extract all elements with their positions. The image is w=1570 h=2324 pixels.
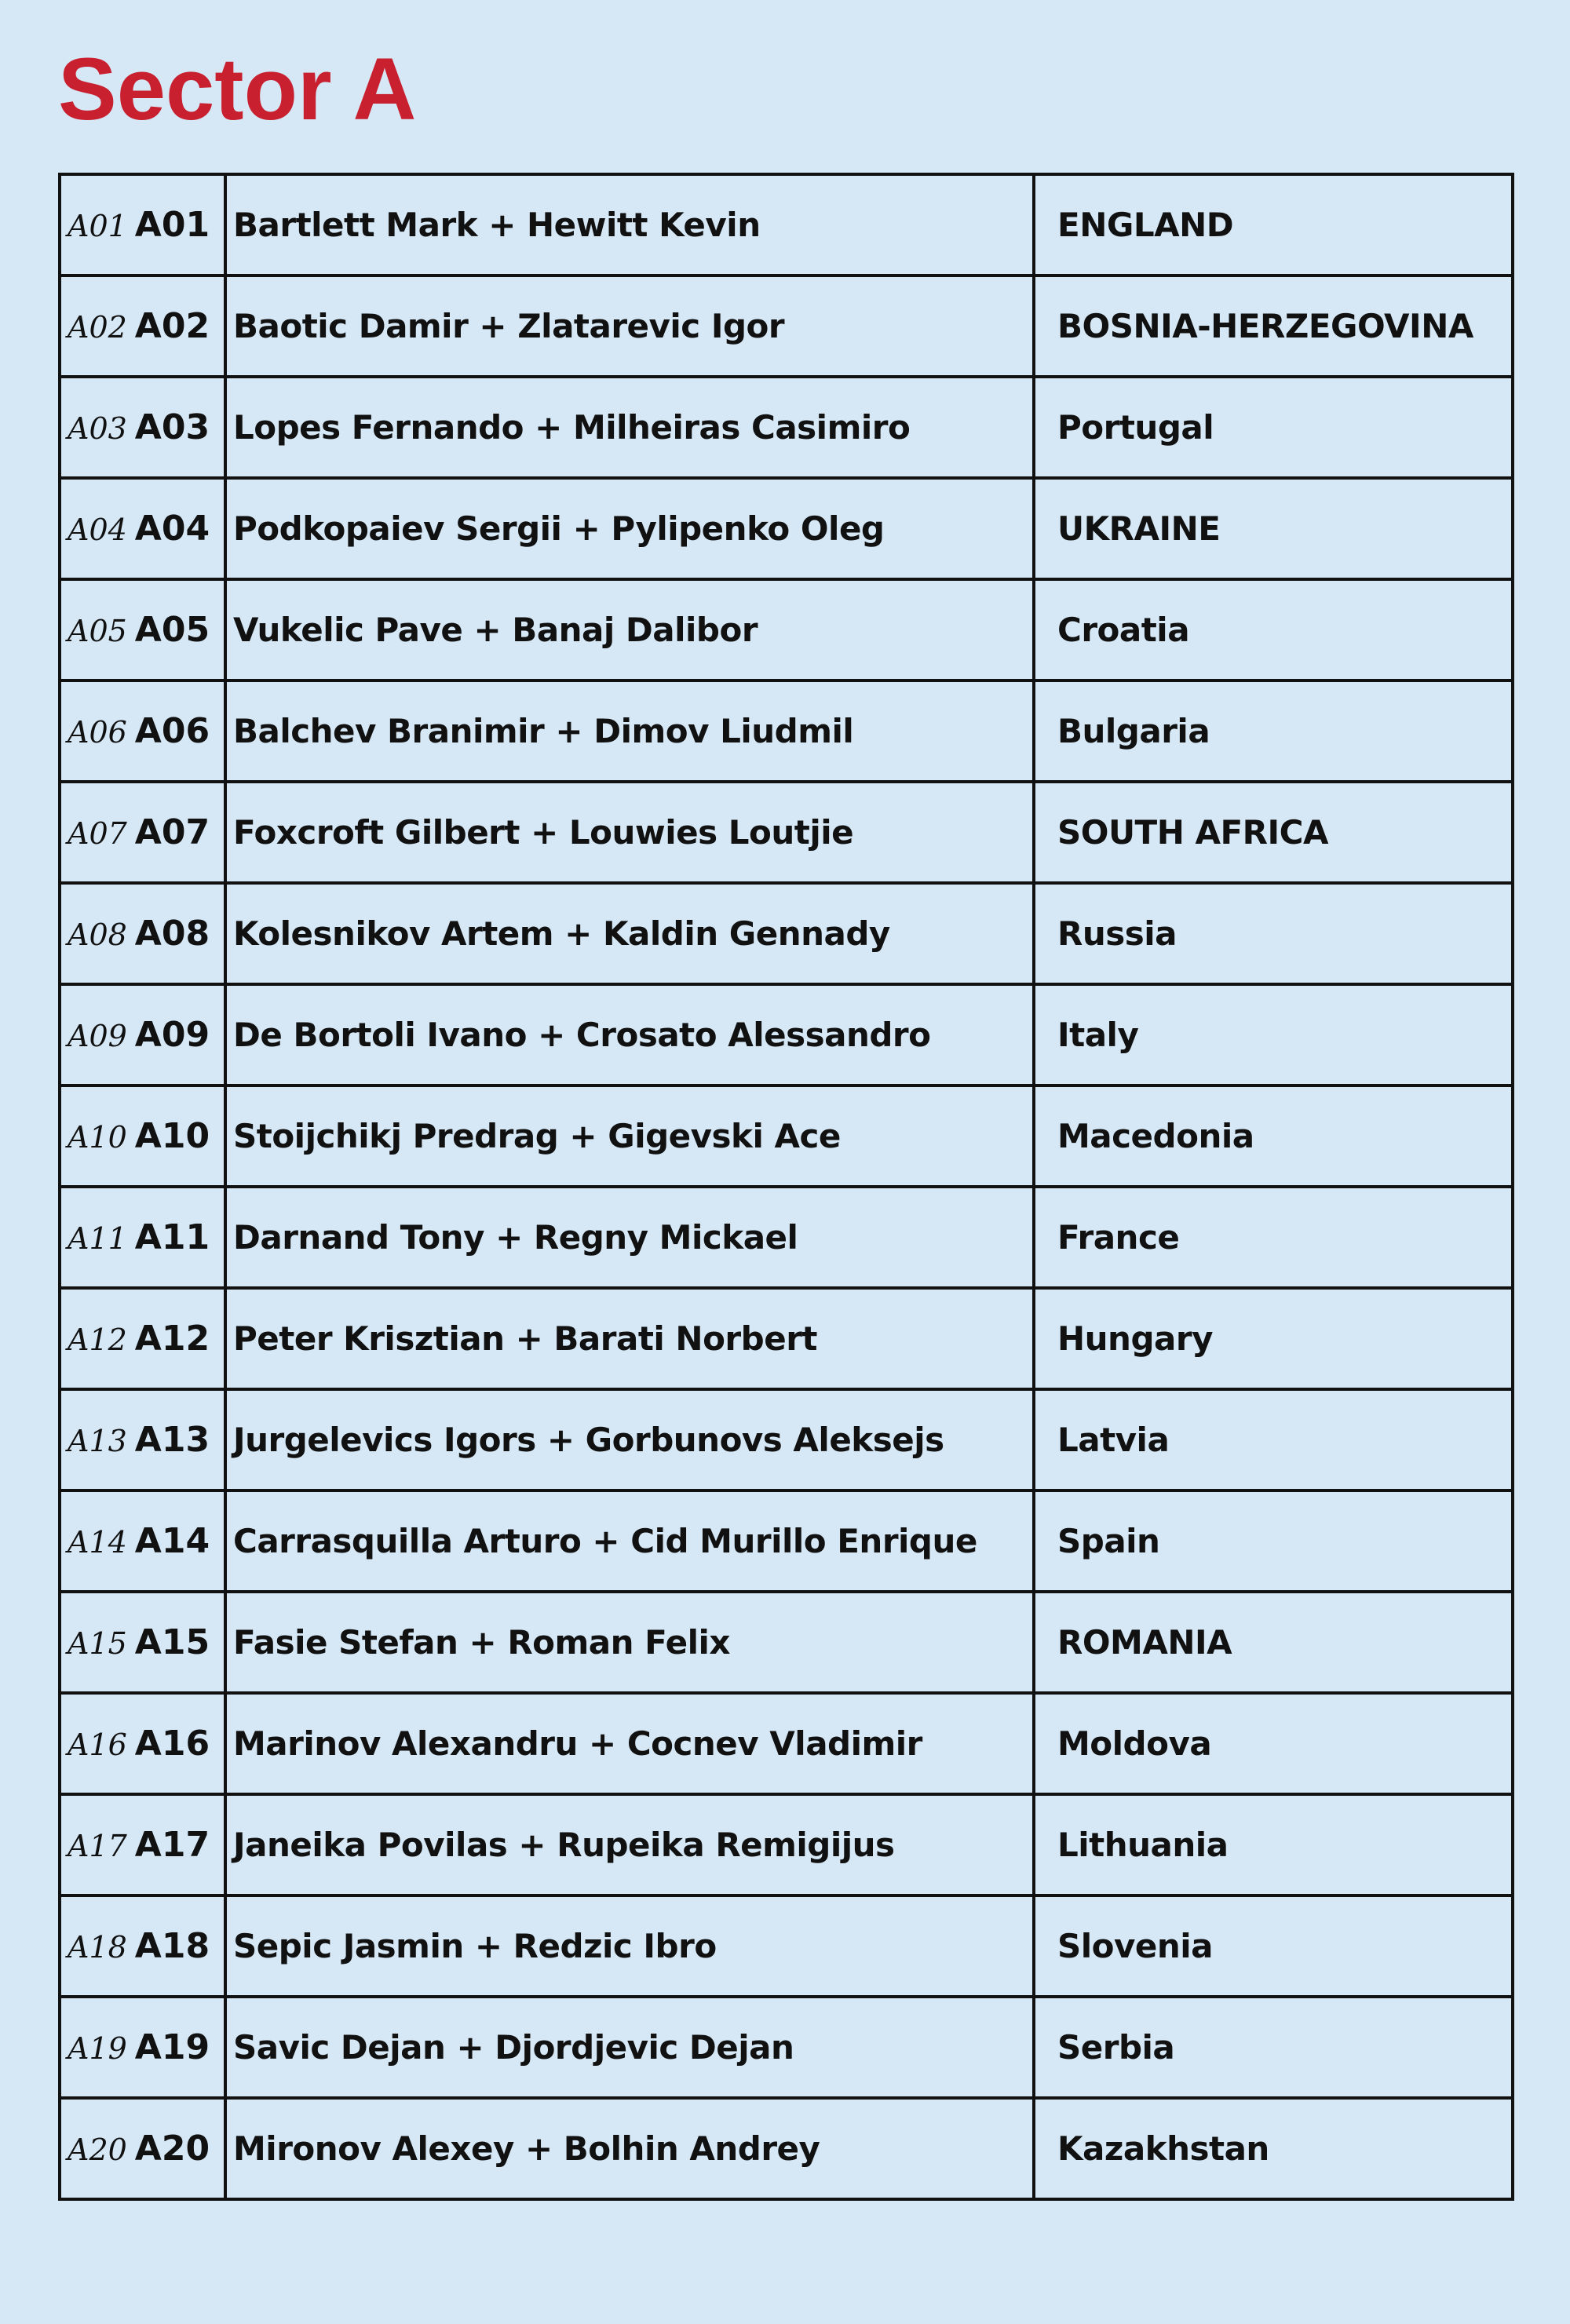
code-small: A05: [68, 614, 127, 648]
competitor-names: Stoijchikj Predrag + Gigevski Ace: [225, 1085, 1034, 1187]
code-small: A01: [68, 209, 127, 243]
code-small: A15: [68, 1626, 127, 1661]
competitor-names: Sepic Jasmin + Redzic Ibro: [225, 1895, 1034, 1997]
competitor-names: Peter Krisztian + Barati Norbert: [225, 1288, 1034, 1389]
country-name: UKRAINE: [1034, 478, 1513, 579]
code-small: A17: [68, 1829, 127, 1863]
competitor-names: Marinov Alexandru + Cocnev Vladimir: [225, 1693, 1034, 1794]
code-small: A19: [68, 2031, 127, 2066]
competitor-names: Darnand Tony + Regny Mickael: [225, 1187, 1034, 1288]
code-bold: A10: [134, 1116, 210, 1156]
page-title: Sector A: [58, 40, 417, 138]
table-row: [60, 1085, 1513, 1187]
competitor-names: Jurgelevics Igors + Gorbunovs Aleksejs: [225, 1389, 1034, 1490]
code-bold: A03: [134, 407, 210, 447]
code-cell: [60, 883, 225, 984]
competitor-names: Lopes Fernando + Milheiras Casimiro: [225, 377, 1034, 478]
code-bold: A02: [134, 306, 210, 346]
table-row: [60, 1389, 1513, 1490]
table-row: [60, 1288, 1513, 1389]
code-cell: [60, 2098, 225, 2199]
code-cell: [60, 1187, 225, 1288]
country-name: Russia: [1034, 883, 1513, 984]
code-small: A06: [68, 715, 127, 750]
code-bold: A01: [134, 205, 210, 245]
code-bold: A13: [134, 1420, 210, 1460]
country-name: Croatia: [1034, 579, 1513, 680]
competitor-names: Janeika Povilas + Rupeika Remigijus: [225, 1794, 1034, 1895]
code-small: A20: [68, 2132, 127, 2167]
competitor-names: Baotic Damir + Zlatarevic Igor: [225, 275, 1034, 377]
code-small: A18: [68, 1930, 127, 1965]
code-small: A13: [68, 1424, 127, 1458]
code-cell: [60, 680, 225, 782]
code-small: A09: [68, 1019, 127, 1053]
roster-body: [60, 174, 1513, 2199]
code-small: A16: [68, 1727, 127, 1762]
code-cell: [60, 1997, 225, 2098]
code-cell: [60, 1895, 225, 1997]
country-name: Lithuania: [1034, 1794, 1513, 1895]
code-bold: A04: [134, 509, 210, 549]
table-row: [60, 782, 1513, 883]
code-bold: A07: [134, 812, 210, 852]
code-small: A11: [68, 1221, 127, 1256]
competitor-names: Fasie Stefan + Roman Felix: [225, 1592, 1034, 1693]
competitor-names: Savic Dejan + Djordjevic Dejan: [225, 1997, 1034, 2098]
code-small: A04: [68, 513, 127, 547]
table-row: [60, 2098, 1513, 2199]
country-name: Bulgaria: [1034, 680, 1513, 782]
code-cell: [60, 1085, 225, 1187]
table-row: [60, 1794, 1513, 1895]
code-bold: A11: [134, 1217, 210, 1257]
country-name: Hungary: [1034, 1288, 1513, 1389]
competitor-names: Vukelic Pave + Banaj Dalibor: [225, 579, 1034, 680]
table-row: [60, 174, 1513, 275]
table-row: [60, 579, 1513, 680]
table-row: [60, 1895, 1513, 1997]
competitor-names: Podkopaiev Sergii + Pylipenko Oleg: [225, 478, 1034, 579]
code-bold: A16: [134, 1724, 210, 1764]
table-row: [60, 275, 1513, 377]
country-name: Slovenia: [1034, 1895, 1513, 1997]
code-cell: [60, 478, 225, 579]
table-row: [60, 883, 1513, 984]
code-bold: A09: [134, 1015, 210, 1055]
code-bold: A08: [134, 914, 210, 954]
table-row: [60, 1592, 1513, 1693]
code-cell: [60, 1592, 225, 1693]
country-name: Macedonia: [1034, 1085, 1513, 1187]
code-small: A14: [68, 1525, 127, 1560]
competitor-names: Mironov Alexey + Bolhin Andrey: [225, 2098, 1034, 2199]
competitor-names: Kolesnikov Artem + Kaldin Gennady: [225, 883, 1034, 984]
code-bold: A14: [134, 1521, 210, 1561]
code-cell: [60, 275, 225, 377]
code-bold: A18: [134, 1926, 210, 1966]
table-row: [60, 1997, 1513, 2098]
code-cell: [60, 1288, 225, 1389]
competitor-names: De Bortoli Ivano + Crosato Alessandro: [225, 984, 1034, 1085]
table-row: [60, 984, 1513, 1085]
competitor-names: Bartlett Mark + Hewitt Kevin: [225, 174, 1034, 275]
table-row: [60, 1693, 1513, 1794]
competitor-names: Carrasquilla Arturo + Cid Murillo Enrique: [225, 1490, 1034, 1592]
country-name: Portugal: [1034, 377, 1513, 478]
country-name: Latvia: [1034, 1389, 1513, 1490]
code-cell: [60, 1389, 225, 1490]
country-name: Serbia: [1034, 1997, 1513, 2098]
table-row: [60, 1490, 1513, 1592]
sector-roster-table: [58, 173, 1514, 2201]
country-name: ENGLAND: [1034, 174, 1513, 275]
code-cell: [60, 984, 225, 1085]
code-small: A07: [68, 816, 127, 851]
code-bold: A05: [134, 610, 210, 650]
code-cell: [60, 174, 225, 275]
competitor-names: Foxcroft Gilbert + Louwies Loutjie: [225, 782, 1034, 883]
code-small: A03: [68, 411, 127, 446]
code-bold: A06: [134, 711, 210, 751]
country-name: Kazakhstan: [1034, 2098, 1513, 2199]
code-small: A08: [68, 918, 127, 952]
country-name: SOUTH AFRICA: [1034, 782, 1513, 883]
country-name: Italy: [1034, 984, 1513, 1085]
code-small: A12: [68, 1323, 127, 1357]
code-small: A02: [68, 310, 127, 345]
code-cell: [60, 1490, 225, 1592]
code-bold: A12: [134, 1319, 210, 1359]
code-bold: A20: [134, 2129, 210, 2169]
table-row: [60, 377, 1513, 478]
code-bold: A19: [134, 2027, 210, 2067]
code-small: A10: [68, 1120, 127, 1155]
code-cell: [60, 377, 225, 478]
country-name: ROMANIA: [1034, 1592, 1513, 1693]
country-name: France: [1034, 1187, 1513, 1288]
country-name: Moldova: [1034, 1693, 1513, 1794]
code-bold: A15: [134, 1622, 210, 1662]
code-cell: [60, 1693, 225, 1794]
code-bold: A17: [134, 1825, 210, 1865]
competitor-names: Balchev Branimir + Dimov Liudmil: [225, 680, 1034, 782]
table-row: [60, 680, 1513, 782]
code-cell: [60, 782, 225, 883]
table-row: [60, 478, 1513, 579]
code-cell: [60, 1794, 225, 1895]
code-cell: [60, 579, 225, 680]
table-row: [60, 1187, 1513, 1288]
country-name: BOSNIA-HERZEGOVINA: [1034, 275, 1513, 377]
country-name: Spain: [1034, 1490, 1513, 1592]
